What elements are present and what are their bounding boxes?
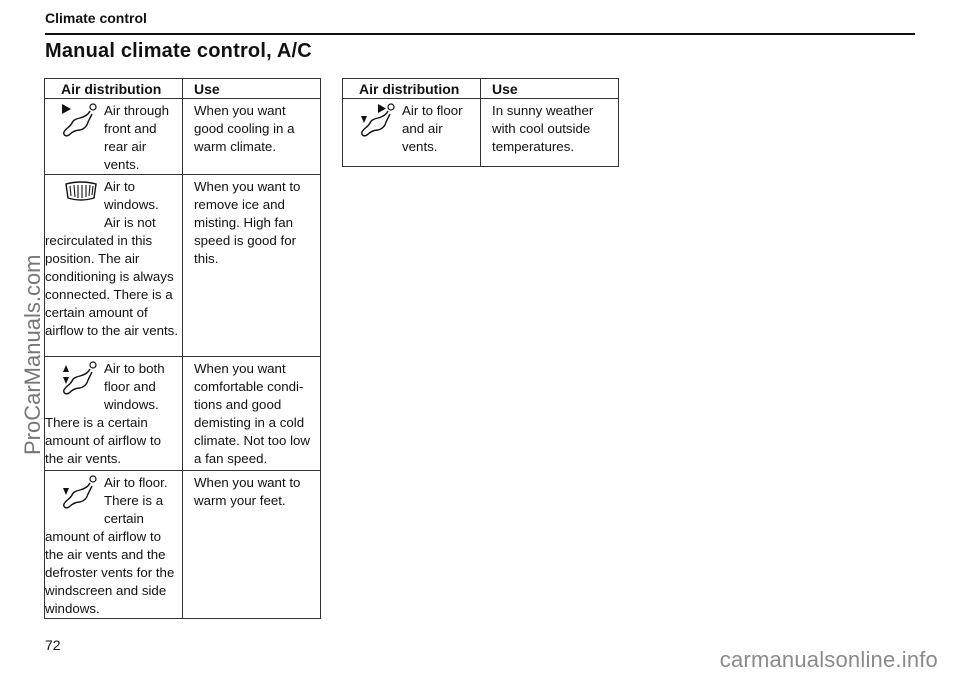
header-rule (45, 33, 915, 35)
distribution-text: front and (104, 121, 157, 136)
distribution-text: Air to floor. (104, 475, 168, 490)
distribution-text: vents. (402, 139, 438, 154)
distribution-text: amount of airflow to the air vents and the defroster vents for the windscreen and side windows. (45, 529, 175, 616)
table-header-row (343, 79, 619, 99)
distribution-text: windows. (104, 397, 159, 412)
distribution-text: rear air (104, 139, 147, 154)
header-air-distribution: Air distribution (45, 79, 183, 99)
distribution-text: Air through (104, 103, 170, 118)
distribution-text: floor and (104, 379, 156, 394)
distribution-text: Air is not (104, 215, 156, 230)
distribution-text: recirculated in this position. The air conditioning is always connected. There is a certain amount of airflow to the air vents. (45, 233, 179, 338)
air-windows-icon (60, 178, 102, 214)
table-row (45, 99, 321, 175)
header-use: Use (481, 79, 619, 99)
header-air-distribution: Air distribution (343, 79, 481, 99)
air-floor-icon (60, 474, 102, 510)
header-use: Use (183, 79, 321, 99)
distribution-text: vents. (104, 157, 140, 172)
table-row (45, 357, 321, 471)
table-header-row (45, 79, 321, 99)
bottom-watermark: carmanualsonline.info (719, 647, 938, 672)
distribution-text: windows. (104, 197, 159, 212)
table-row (343, 99, 619, 167)
distribution-text: Air to (104, 179, 136, 194)
side-watermark: ProCarManuals.com (20, 254, 45, 455)
use-cell: When you want to remove ice and misting. High fan speed is good for this. (183, 175, 321, 357)
distribution-cell (45, 357, 183, 471)
air-floor-windows-icon (60, 360, 102, 396)
distribution-text: Air to both (104, 361, 165, 376)
use-cell: In sunny weather with cool outside temperatures. (481, 99, 619, 167)
use-cell: When you want comfortable condi-tions and good demisting in a cold climate. Not too low a fan speed. (183, 357, 321, 471)
distribution-text: certain (104, 511, 144, 526)
distribution-text: There is a certain amount of airflow to the air vents. (45, 415, 162, 466)
page-title: Manual climate control, A/C (45, 40, 312, 62)
distribution-text: Air to floor (402, 103, 463, 118)
air-distribution-table-right (342, 78, 619, 167)
section-header: Climate control (45, 10, 147, 26)
distribution-cell (45, 99, 183, 175)
distribution-text: There is a (104, 493, 164, 508)
distribution-text: and air (402, 121, 443, 136)
table-row (45, 471, 321, 619)
air-floor-vents-icon (358, 102, 400, 138)
distribution-cell (45, 175, 183, 357)
use-cell: When you want good cooling in a warm climate. (183, 99, 321, 175)
distribution-cell (45, 471, 183, 619)
page-number: 72 (45, 637, 61, 653)
table-row (45, 175, 321, 357)
distribution-cell (343, 99, 481, 167)
air-front-rear-icon (60, 102, 102, 138)
air-distribution-table-left (44, 78, 321, 619)
use-cell: When you want to warm your feet. (183, 471, 321, 619)
